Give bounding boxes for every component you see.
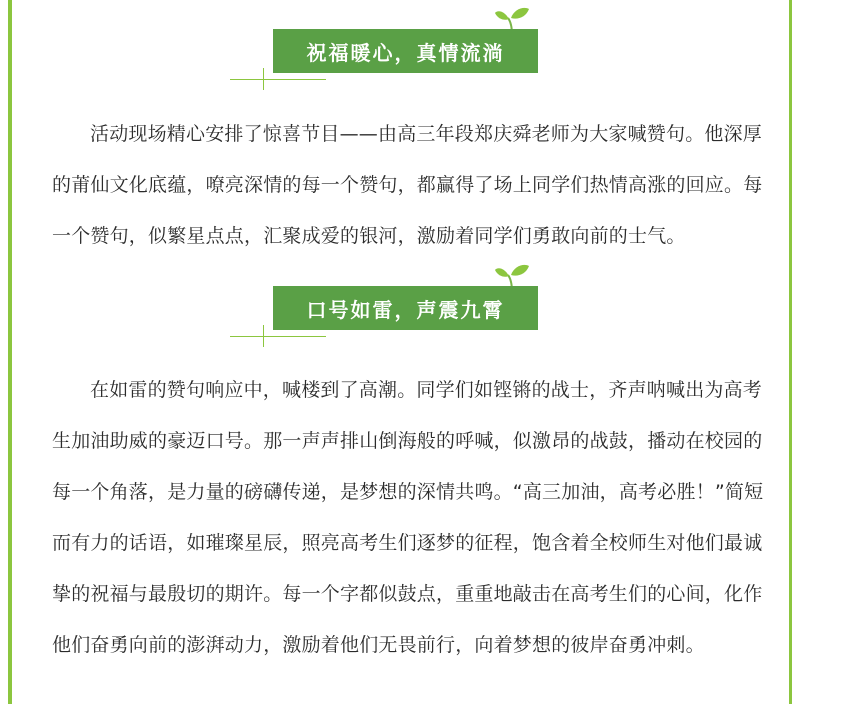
section-paragraph: 在如雷的赞句响应中，喊楼到了高潮。同学们如铿锵的战士，齐声呐喊出为高考生加油助威的豪迈口号。那一声声排山倒海般的呼喊，似激昂的战鼓，播动在校园的每一个角落，是力量的磅礴传递，是梦想的深情共鸣。“高三加油，高考必胜！”简短而有力的话语，如璀璨星辰，照亮高考生们逐梦的征程，饱含着全校师生对他们最诚挚的祝福与最殷切的期许。每一个字都似鼓点，重重地敲击在高考生们的心间，化作他们奋勇向前的澎湃动力，激励着他们无畏前行，向着梦想的彼岸奋勇冲刺。: [52, 379, 764, 656]
right-border: [789, 0, 792, 704]
section-heading: 祝福暖心，真情流淌: [273, 29, 538, 73]
section-paragraph: 活动现场精心安排了惊喜节目——由高三年段郑庆舜老师为大家喊赞句。他深厚的莆仙文化底蕴，嘹亮深情的每一个赞句，都赢得了场上同学们热情高涨的回应。每一个赞句，似繁星点点，汇聚成爱的银河，激励着同学们勇敢向前的士气。: [52, 123, 763, 247]
heading-decoration: [230, 68, 326, 90]
heading-decoration: [230, 325, 326, 347]
left-border: [8, 0, 12, 704]
section-heading: 口号如雷，声震九霄: [273, 286, 538, 330]
